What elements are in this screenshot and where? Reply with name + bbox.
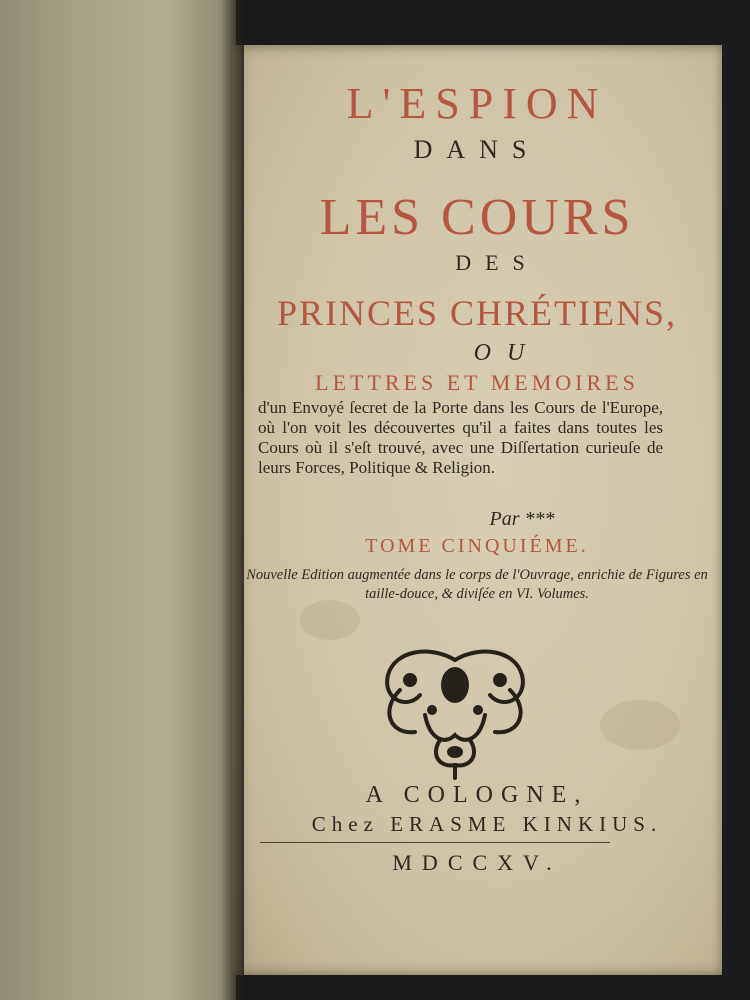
edition-note: Nouvelle Edition augmentée dans le corps de l'Ouvrage, enrichie de Figures en taille-douce, & diviſée en VI. Volumes. bbox=[246, 567, 708, 602]
fleuron-ornament-icon bbox=[370, 640, 540, 780]
paper-stain bbox=[300, 600, 360, 640]
volume-line: TOME CINQUIÉME. bbox=[365, 535, 589, 557]
title-line-espion: L'ESPION bbox=[346, 79, 608, 128]
title-line-les-cours: LES COURS bbox=[319, 189, 635, 246]
paper-stain bbox=[600, 700, 680, 750]
title-line-princes: PRINCES CHRÉTIENS, bbox=[276, 293, 678, 333]
author-line: Par *** bbox=[489, 508, 555, 530]
divider-rule bbox=[260, 842, 610, 843]
description-paragraph: d'un Envoyé ſecret de la Porte dans les Cours de l'Europe, où l'on voit les découvertes qu'il a faites dans toutes les Cours où il s'eſt trouvé, avec une Diſſertation curieuſe de leurs Forces, Politique & Religion. bbox=[258, 398, 663, 477]
title-line-dans: DANS bbox=[413, 135, 541, 164]
title-line-ou: OU bbox=[473, 340, 541, 366]
left-page bbox=[0, 0, 236, 1000]
title-line-lettres: LETTRES ET MEMOIRES bbox=[315, 370, 639, 395]
publisher-line: Chez ERASME KINKIUS. bbox=[311, 812, 663, 836]
title-line-des: DES bbox=[455, 250, 539, 275]
place-line: A COLOGNE, bbox=[365, 782, 589, 808]
year-line: MDCCXV. bbox=[392, 850, 562, 875]
